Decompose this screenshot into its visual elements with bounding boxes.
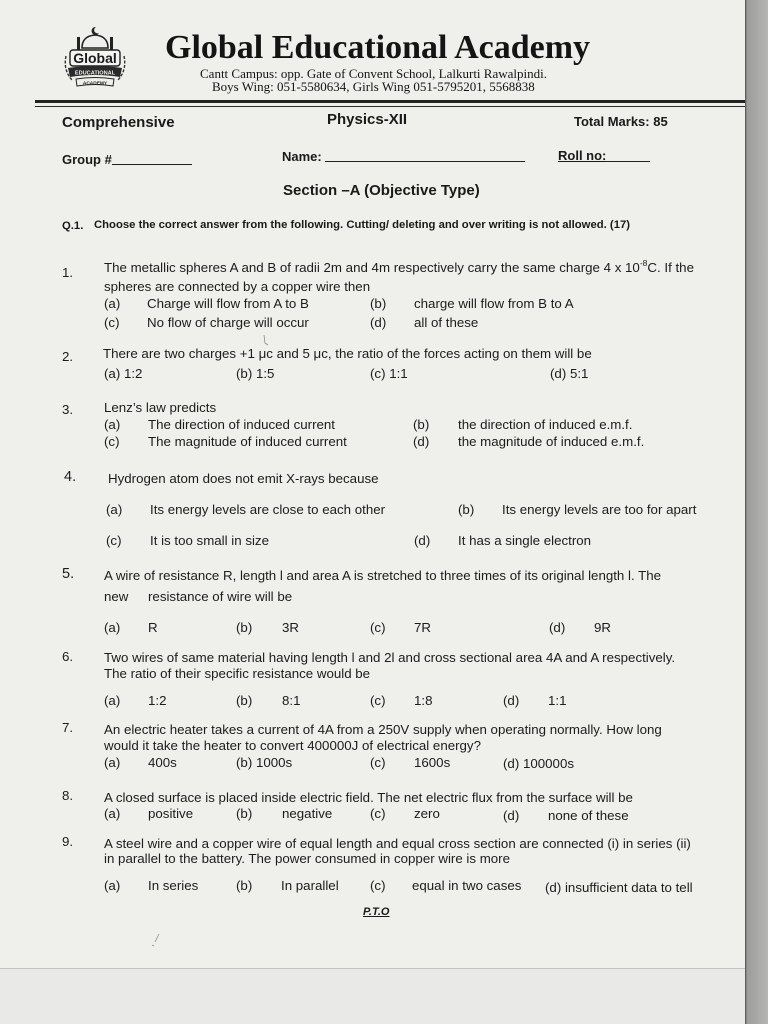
question-2-text: There are two charges +1 μc and 5 μc, the ratio of the forces acting on them will be (103, 346, 592, 361)
q3-option-c (104, 434, 347, 449)
option-label: (d) (545, 880, 562, 895)
q4-option-a (106, 502, 386, 517)
option-text: 400s (148, 755, 177, 770)
pencil-mark (262, 334, 270, 346)
question-number: 7. (62, 720, 74, 735)
question-3-text: Lenz’s law predicts (104, 400, 217, 415)
q1-option-d (370, 315, 479, 330)
option-label: (b) (236, 693, 253, 708)
question-6-text: Two wires of same material having length l and 2l and cross sectional area 4A and A respectively. (104, 650, 676, 665)
option-label: (c) (104, 315, 120, 330)
q7-option-c (370, 755, 451, 770)
question-number: 5. (62, 566, 75, 582)
question-9-text-line2: in parallel to the battery. The power consumed in copper wire is more (104, 851, 511, 866)
option-label: (b) (458, 502, 475, 517)
q4-option-b (458, 502, 697, 517)
question-number: 1. (62, 265, 74, 280)
option-label: (c) (370, 366, 386, 381)
q1-option-a (104, 296, 309, 311)
logo-ribbon-text: ACADEMY (82, 81, 108, 87)
option-label: (c) (370, 620, 386, 635)
option-text: 1:2 (148, 693, 167, 708)
option-text: insufficient data to tell (564, 880, 693, 895)
q7-option-a (104, 755, 177, 770)
option-label: (b) (236, 366, 253, 381)
question-text-part: C. If the (647, 260, 694, 275)
section-heading: Section –A (Objective Type) (283, 182, 480, 199)
option-text: 7R (414, 620, 431, 635)
header-rule-thick (35, 100, 745, 103)
q9-option-d (545, 880, 693, 895)
option-label: (a) (104, 366, 121, 381)
q8-option-b (236, 806, 333, 821)
option-label: (a) (104, 620, 121, 635)
scan-shadow-edge (745, 0, 768, 1024)
option-label: (b) (236, 620, 253, 635)
option-label: (d) (503, 756, 520, 771)
option-label: (c) (370, 878, 386, 893)
paper-type: Comprehensive (62, 114, 175, 131)
pencil-mark (150, 933, 162, 947)
question-5-text: A wire of resistance R, length l and area A is stretched to three times of its original length l. The (104, 568, 662, 583)
option-text: 1:1 (548, 693, 567, 708)
option-text: The magnitude of induced current (148, 434, 347, 449)
option-label: (a) (104, 417, 121, 432)
question-number: 2. (62, 349, 74, 364)
question-6-text-line2: The ratio of their specific resistance would be (104, 666, 371, 681)
roll-no-label: Roll no: (558, 148, 607, 163)
instruction-text: Choose the correct answer from the following. Cutting/ deleting and over writing is not allowed. (17) (94, 219, 631, 231)
option-text: 5:1 (569, 366, 589, 381)
header-rule-thin (35, 106, 745, 107)
option-label: (d) (503, 808, 520, 823)
question-number: 6. (62, 649, 74, 664)
option-text: 9R (594, 620, 611, 635)
option-label: (b) (236, 806, 253, 821)
option-label: (d) (414, 533, 431, 548)
q9-option-c (370, 878, 522, 893)
campus-address: Cantt Campus: opp. Gate of Convent School, Lalkurti Rawalpindi. (200, 66, 547, 81)
name-label: Name: (282, 149, 322, 164)
q1-option-c (104, 315, 309, 330)
option-label: (c) (104, 434, 120, 449)
option-label: (a) (104, 296, 121, 311)
option-label: (c) (370, 755, 386, 770)
option-label: (d) (370, 315, 387, 330)
question-1-text-line2: spheres are connected by a copper wire then (104, 279, 371, 294)
q8-option-d (503, 808, 629, 823)
option-text: It has a single electron (458, 533, 592, 548)
option-text: The direction of induced current (148, 417, 336, 432)
option-label: (d) (550, 366, 567, 381)
question-5-text-line2-rest: resistance of wire will be (148, 589, 293, 604)
option-text: R (148, 620, 158, 635)
option-text: No flow of charge will occur (147, 315, 309, 330)
option-text: zero (414, 806, 440, 821)
option-text: the direction of induced e.m.f. (458, 417, 633, 432)
q2-option-d (550, 366, 588, 381)
option-text: 1:2 (123, 366, 143, 381)
option-text: 100000s (522, 756, 574, 771)
dome-icon (82, 35, 108, 48)
option-label: (b) (370, 296, 387, 311)
option-text: 3R (282, 620, 299, 635)
group-label: Group # (62, 152, 112, 167)
option-label: (b) (413, 417, 430, 432)
q2-option-b (236, 366, 274, 381)
question-number: 9. (62, 834, 74, 849)
question-8-text: A closed surface is placed inside electric field. The net electric flux from the surface will be (104, 790, 633, 805)
option-text: negative (282, 806, 333, 821)
option-text: equal in two cases (412, 878, 522, 893)
q7-option-b (236, 755, 292, 770)
option-text: Its energy levels are too for apart (502, 502, 697, 517)
instruction-number: Q.1. (62, 220, 84, 232)
q2-option-c (370, 366, 408, 381)
q3-option-d (413, 434, 645, 449)
option-text: charge will flow from B to A (414, 296, 574, 311)
question-number: 3. (62, 402, 74, 417)
q8-option-c (370, 806, 440, 821)
option-label: (a) (104, 878, 121, 893)
option-text: all of these (414, 315, 479, 330)
q9-option-a (104, 878, 199, 893)
question-number: 8. (62, 788, 74, 803)
q6-option-a (104, 693, 167, 708)
option-text: In series (148, 878, 199, 893)
q5-option-d (549, 620, 611, 635)
logo-wordmark: Global (73, 50, 117, 66)
option-label: (d) (503, 693, 520, 708)
below-page-area (0, 969, 745, 1024)
academy-logo (60, 26, 132, 90)
question-4-text: Hydrogen atom does not emit X-rays because (108, 471, 379, 486)
question-9-text: A steel wire and a copper wire of equal length and equal cross section are connected (i) in series (ii) (104, 836, 691, 851)
academy-title: Global Educational Academy (165, 29, 591, 66)
exponent: -8 (639, 258, 648, 268)
option-label: (a) (104, 806, 121, 821)
please-turn-over: P.T.O (363, 906, 390, 918)
q7-option-d (503, 756, 574, 771)
option-label: (b) (236, 755, 253, 770)
total-marks: Total Marks: 85 (574, 114, 668, 129)
q5-option-c (370, 620, 431, 635)
option-label: (c) (370, 806, 386, 821)
option-label: (a) (104, 755, 121, 770)
option-text: the magnitude of induced e.m.f. (458, 434, 645, 449)
option-text: In parallel (281, 878, 339, 893)
q6-option-d (503, 693, 567, 708)
subject-title: Physics-XII (327, 111, 408, 128)
question-5-text-line2: new (104, 589, 129, 604)
option-text: Charge will flow from A to B (147, 296, 309, 311)
option-label: (a) (106, 502, 123, 517)
q4-option-d (414, 533, 592, 548)
name-blank (325, 161, 525, 162)
q3-option-a (104, 417, 336, 432)
q8-option-a (104, 806, 194, 821)
question-text-part: The metallic spheres A and B of radii 2m and 4m respectively carry the same charge 4 x 10 (104, 260, 640, 275)
option-label: (c) (106, 533, 122, 548)
crescent-icon (92, 27, 99, 35)
option-label: (b) (236, 878, 253, 893)
question-7-text-line2: would it take the heater to convert 400000J of electrical energy? (104, 738, 481, 753)
option-text: 1:5 (255, 366, 275, 381)
roll-no-blank (606, 161, 650, 162)
option-label: (d) (413, 434, 430, 449)
q5-option-a (104, 620, 158, 635)
option-text: positive (148, 806, 194, 821)
option-text: 1600s (414, 755, 451, 770)
q3-option-b (413, 417, 633, 432)
question-7-text: An electric heater takes a current of 4A from a 250V supply when operating normally. How long (104, 722, 662, 737)
group-blank (112, 164, 192, 165)
phone-numbers: Boys Wing: 051-5580634, Girls Wing 051-5795201, 5568838 (212, 79, 535, 94)
q6-option-c (370, 693, 433, 708)
option-label: (d) (549, 620, 566, 635)
logo-ribbon-text: EDUCATIONAL (74, 70, 116, 77)
q5-option-b (236, 620, 299, 635)
q1-option-b (370, 296, 574, 311)
option-label: (a) (104, 693, 121, 708)
option-text: Its energy levels are close to each other (150, 502, 386, 517)
q4-option-c (106, 533, 269, 548)
option-text: It is too small in size (150, 533, 269, 548)
option-text: 1:8 (414, 693, 433, 708)
option-text: 8:1 (282, 693, 301, 708)
q2-option-a (104, 366, 142, 381)
q6-option-b (236, 693, 301, 708)
option-text: 1000s (255, 755, 293, 770)
q9-option-b (236, 878, 339, 893)
option-label: (c) (370, 693, 386, 708)
option-text: 1:1 (389, 366, 408, 381)
question-number: 4. (64, 469, 77, 485)
question-1-text (104, 260, 694, 275)
option-text: none of these (548, 808, 629, 823)
